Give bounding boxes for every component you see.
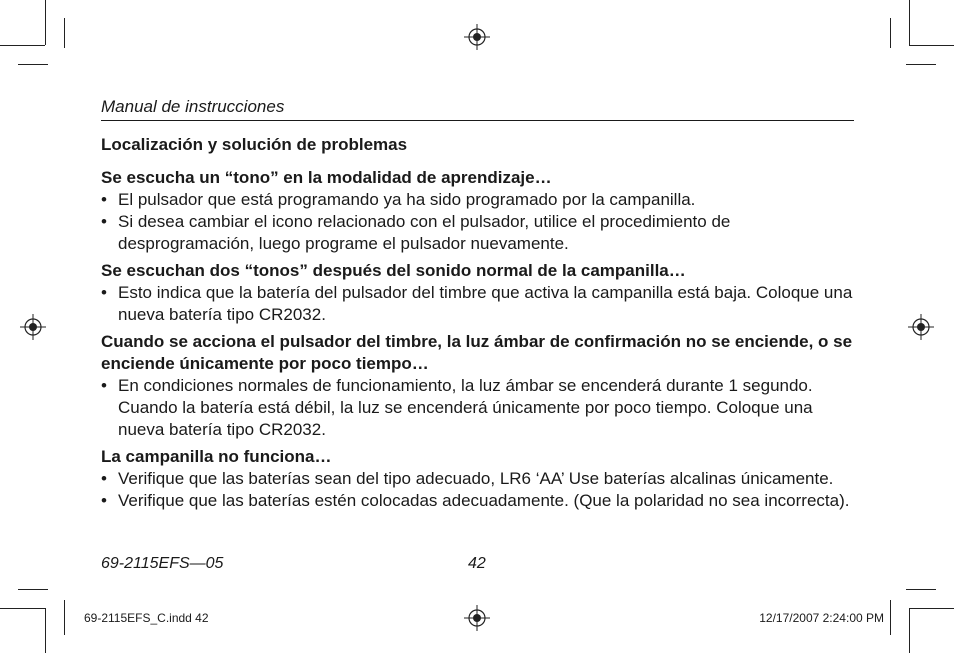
bullet-list [101, 375, 861, 441]
troubleshooting-section [101, 134, 861, 512]
crop-mark [0, 608, 45, 609]
header-rule [101, 120, 854, 121]
section-title: Localización y solución de problemas [101, 135, 408, 154]
slug-timestamp: 12/17/2007 2:24:00 PM [759, 611, 884, 625]
running-header: Manual de instrucciones [101, 97, 285, 116]
issue-block [101, 167, 861, 255]
crop-mark [45, 0, 46, 45]
issue-heading: Se escuchan dos “tonos” después del sonido normal de la campanilla… [101, 261, 686, 280]
bullet-item: • El pulsador que está programando ya ha sido programado por la campanilla. [101, 189, 861, 211]
crop-mark [909, 45, 954, 46]
registration-mark-icon [464, 605, 490, 631]
crop-mark [0, 45, 45, 46]
registration-mark-icon [908, 314, 934, 340]
issue-block [101, 446, 861, 512]
crop-mark [909, 0, 910, 45]
bullet-item: • Verifique que las baterías estén colocadas adecuadamente. (Que la polaridad no sea incorrecta). [101, 490, 861, 512]
crop-mark [890, 600, 891, 635]
issue-heading: Se escucha un “tono” en la modalidad de aprendizaje… [101, 168, 552, 187]
slug-filename: 69-2115EFS_C.indd 42 [84, 611, 209, 625]
crop-mark [906, 64, 936, 65]
crop-mark [64, 18, 65, 48]
crop-mark [909, 608, 910, 653]
registration-mark-icon [20, 314, 46, 340]
bullet-item: • En condiciones normales de funcionamiento, la luz ámbar se encenderá durante 1 segundo. Cuando la batería está débil, la luz se encenderá únicamente por poco tiempo. Coloque una nueva batería tipo CR2032. [101, 375, 861, 441]
crop-mark [18, 589, 48, 590]
crop-mark [909, 608, 954, 609]
bullet-item: • Verifique que las baterías sean del tipo adecuado, LR6 ‘AA’ Use baterías alcalinas únicamente. [101, 468, 861, 490]
crop-mark [64, 600, 65, 635]
bullet-list [101, 282, 861, 326]
document-code: 69-2115EFS—05 [101, 555, 224, 572]
issue-block [101, 260, 861, 326]
crop-mark [906, 589, 936, 590]
crop-mark [18, 64, 48, 65]
bullet-item: • Si desea cambiar el icono relacionado con el pulsador, utilice el procedimiento de desprogramación, luego programe el pulsador nuevamente. [101, 211, 861, 255]
issue-heading: Cuando se acciona el pulsador del timbre, la luz ámbar de confirmación no se enciende, o se enciende únicamente por poco tiempo… [101, 332, 853, 373]
bullet-list [101, 468, 861, 512]
page-number: 42 [468, 555, 486, 572]
registration-mark-icon [464, 24, 490, 50]
issue-block [101, 331, 861, 441]
bullet-list [101, 189, 861, 255]
crop-mark [890, 18, 891, 48]
bullet-item: • Esto indica que la batería del pulsador del timbre que activa la campanilla está baja. Coloque una nueva batería tipo CR2032. [101, 282, 861, 326]
crop-mark [45, 608, 46, 653]
issue-heading: La campanilla no funciona… [101, 447, 332, 466]
